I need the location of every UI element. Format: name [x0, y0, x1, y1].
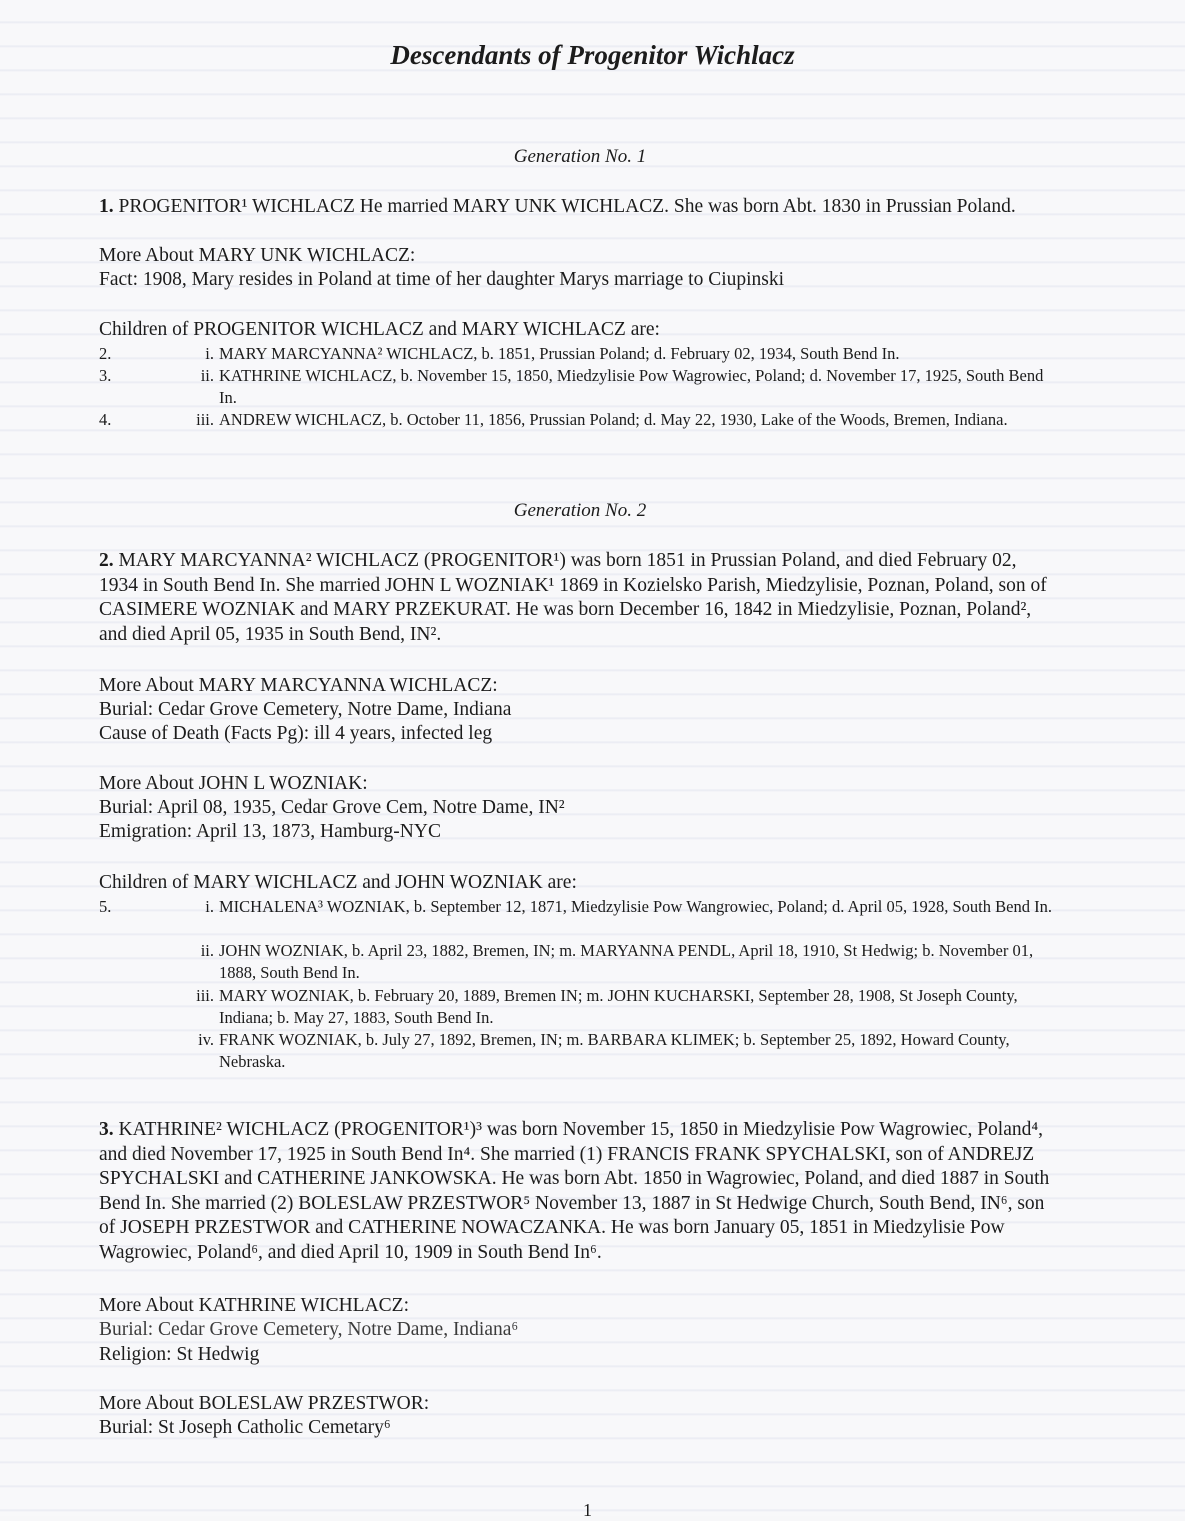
entry-2-more1-line: Burial: Cedar Grove Cemetery, Notre Dame, Indiana [99, 699, 512, 720]
entry-2-more1-line: Cause of Death (Facts Pg): ill 4 years, infected leg [99, 723, 493, 744]
entry-3-paragraph [99, 1118, 1059, 1265]
entry-2-more1-heading: More About MARY MARCYANNA WICHLACZ: [99, 675, 498, 696]
entry-1-line [99, 195, 1059, 220]
entry-3-more1-line: Religion: St Hedwig [99, 1344, 260, 1365]
child-list-item: iii. MARY WOZNIAK, b. February 20, 1889, Bremen IN; m. JOHN KUCHARSKI, September 28, 1908, St Joseph County, Indiana; b. May 27, 1883, South Bend In. [196, 986, 1018, 1027]
entry-2-children-heading: Children of MARY WICHLACZ and JOHN WOZNIAK are: [99, 872, 577, 893]
generation-2-heading: Generation No. 2 [513, 500, 647, 521]
entry-2-number: 2. [99, 550, 114, 571]
entry-1-text: PROGENITOR¹ WICHLACZ He married MARY UNK WICHLACZ. She was born Abt. 1830 in Prussian Poland. [118, 196, 1016, 217]
entry-1-fact: Fact: 1908, Mary resides in Poland at time of her daughter Marys marriage to Ciupinski [99, 269, 785, 290]
entry-1-more-heading: More About MARY UNK WICHLACZ: [99, 245, 416, 266]
entry-1-number: 1. [99, 196, 114, 217]
child-list-item: iv. FRANK WOZNIAK, b. July 27, 1892, Bremen, IN; m. BARBARA KLIMEK; b. September 25, 1892, Howard County, Nebraska. [198, 1030, 1010, 1071]
entry-3-more2-heading: More About BOLESLAW PRZESTWOR: [99, 1393, 430, 1414]
child-list-item: 3. ii. KATHRINE WICHLACZ, b. November 15, 1850, Miedzylisie Pow Wagrowiec, Poland; d. November 17, 1925, South Bend In. [99, 366, 1044, 407]
document-title: Descendants of Progenitor Wichlacz [390, 40, 795, 70]
child-list-item: 4. iii. ANDREW WICHLACZ, b. October 11, 1856, Prussian Poland; d. May 22, 1930, Lake of the Woods, Bremen, Indiana. [99, 410, 1008, 429]
generation-1-heading: Generation No. 1 [513, 146, 647, 167]
entry-2-more2-line: Emigration: April 13, 1873, Hamburg-NYC [99, 821, 441, 842]
entry-3-more2-line: Burial: St Joseph Catholic Cemetary⁶ [99, 1417, 391, 1438]
child-list-item: 5. i. MICHALENA³ WOZNIAK, b. September 12, 1871, Miedzylisie Pow Wangrowiec, Poland; d. April 05, 1928, South Bend In. [99, 897, 1052, 916]
entry-3-more1-line: Burial: Cedar Grove Cemetery, Notre Dame, Indiana⁶ [99, 1319, 519, 1340]
page-number: 1 [583, 1500, 592, 1520]
entry-3-more1-heading: More About KATHRINE WICHLACZ: [99, 1295, 409, 1316]
entry-1-children-heading: Children of PROGENITOR WICHLACZ and MARY WICHLACZ are: [99, 319, 660, 340]
entry-3-text: KATHRINE² WICHLACZ (PROGENITOR¹)³ was born November 15, 1850 in Miedzylisie Pow Wagrowiec, Poland⁴, and died November 17, 1925 in South Bend In⁴. She married (1) FRANCIS FRANK SPYCHALSKI, son of ANDREJZ SPYCHALSKI and CATHERINE JANKOWSKA. He was born Abt. 1850 in Wagrowiec, Poland, and died 1887 in South Bend In. She married (2) BOLESLAW PRZESTWOR⁵ November 13, 1887 in St Hedwige Church, South Bend, IN⁶, son of JOSEPH PRZESTWOR and CATHERINE NOWACZANKA. He was born January 05, 1851 in Miedzylisie Pow Wagrowiec, Poland⁶, and died April 10, 1909 in South Bend In⁶. [99, 1119, 1050, 1263]
entry-2-paragraph [99, 549, 1059, 647]
entry-2-text: MARY MARCYANNA² WICHLACZ (PROGENITOR¹) was born 1851 in Prussian Poland, and died February 02, 1934 in South Bend In. She married JOHN L WOZNIAK¹ 1869 in Kozielsko Parish, Miedzylisie, Poznan, Poland, son of CASIMERE WOZNIAK and MARY PRZEKURAT. He was born December 16, 1842 in Miedzylisie, Poznan, Poland², and died April 05, 1935 in South Bend, IN². [99, 550, 1047, 645]
entry-3-number: 3. [99, 1119, 114, 1140]
entry-2-more2-heading: More About JOHN L WOZNIAK: [99, 773, 368, 794]
child-list-item: 2. i. MARY MARCYANNA² WICHLACZ, b. 1851, Prussian Poland; d. February 02, 1934, South Bend In. [99, 344, 900, 363]
child-list-item: ii. JOHN WOZNIAK, b. April 23, 1882, Bremen, IN; m. MARYANNA PENDL, April 18, 1910, St Hedwig; b. November 01, 1888, South Bend In. [200, 941, 1034, 982]
entry-2-more2-line: Burial: April 08, 1935, Cedar Grove Cem, Notre Dame, IN² [99, 797, 565, 818]
